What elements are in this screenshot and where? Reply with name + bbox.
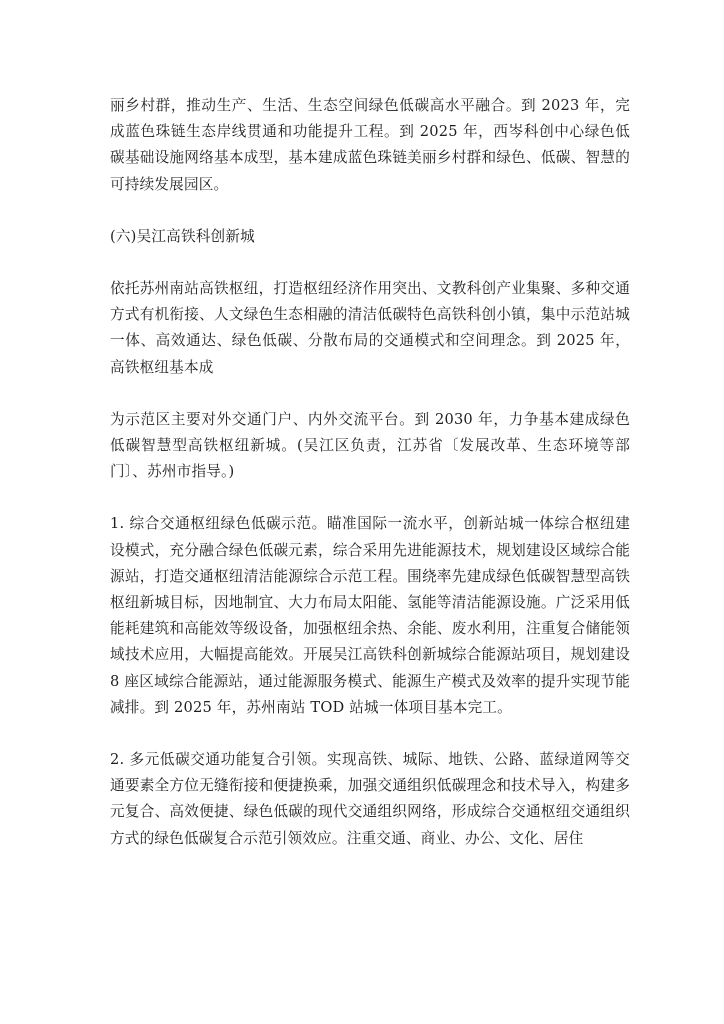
paragraph-item-1: 1. 综合交通枢纽绿色低碳示范。瞄准国际一流水平，创新站城一体综合枢纽建设模式，充分融合绿色低碳元素，综合采用先进能源技术，规划建设区域综合能源站，打造交通枢纽清洁能源综合示范工程。围绕率先建成绿色低碳智慧型高铁枢纽新城目标，因地制宜、大力布局太阳能、氢能等清洁能源设施。广泛采用低能耗建筑和高能效等级设备，加强枢纽余热、余能、废水利用，注重复合储能领域技术应用，大幅提高能效。开展吴江高铁科创新城综合能源站项目，规划建设 8 座区域综合能源站，通过能源服务模式、能源生产模式及效率的提升实现节能减排。到 2025 年，苏州南站 TOD 站城一体项目基本完工。 <box>110 515 630 716</box>
paragraph-wujiang-goal: 为示范区主要对外交通门户、内外交流平台。到 2030 年，力争基本建成绿色低碳智慧型高铁枢纽新城。(吴江区负责，江苏省〔发展改革、生态环境等部门〕、苏州市指导。) <box>110 410 630 481</box>
section-heading-wujiang: (六)吴江高铁科创新城 <box>110 227 255 245</box>
paragraph-item-2: 2. 多元低碳交通功能复合引领。实现高铁、城际、地铁、公路、蓝绿道网等交通要素全方位无缝衔接和便捷换乘，加强交通组织低碳理念和技术导入，构建多元复合、高效便捷、绿色低碳的现代交通组织网络，形成综合交通枢纽交通组织方式的绿色低碳复合示范引领效应。注重交通、商业、办公、文化、居住 <box>110 751 630 847</box>
paragraph-intro: 丽乡村群，推动生产、生活、生态空间绿色低碳高水平融合。到 2023 年，完成蓝色珠链生态岸线贯通和功能提升工程。到 2025 年，西岑科创中心绿色低碳基础设施网络基本成型，基本建成蓝色珠链美丽乡村群和绿色、低碳、智慧的可持续发展园区。 <box>110 97 630 193</box>
paragraph-gap <box>110 250 630 276</box>
paragraph-gap <box>110 485 630 511</box>
document-page <box>110 93 630 852</box>
paragraph-gap <box>110 381 630 407</box>
paragraph-gap <box>110 721 630 747</box>
paragraph-gap <box>110 198 630 224</box>
paragraph-wujiang-overview: 依托苏州南站高铁枢纽，打造枢纽经济作用突出、文教科创产业集聚、多种交通方式有机衔接、人文绿色生态相融的清洁低碳特色高铁科创小镇，集中示范站城一体、高效通达、绿色低碳、分散布局的交通模式和空间理念。到 2025 年，高铁枢纽基本成 <box>110 280 630 376</box>
